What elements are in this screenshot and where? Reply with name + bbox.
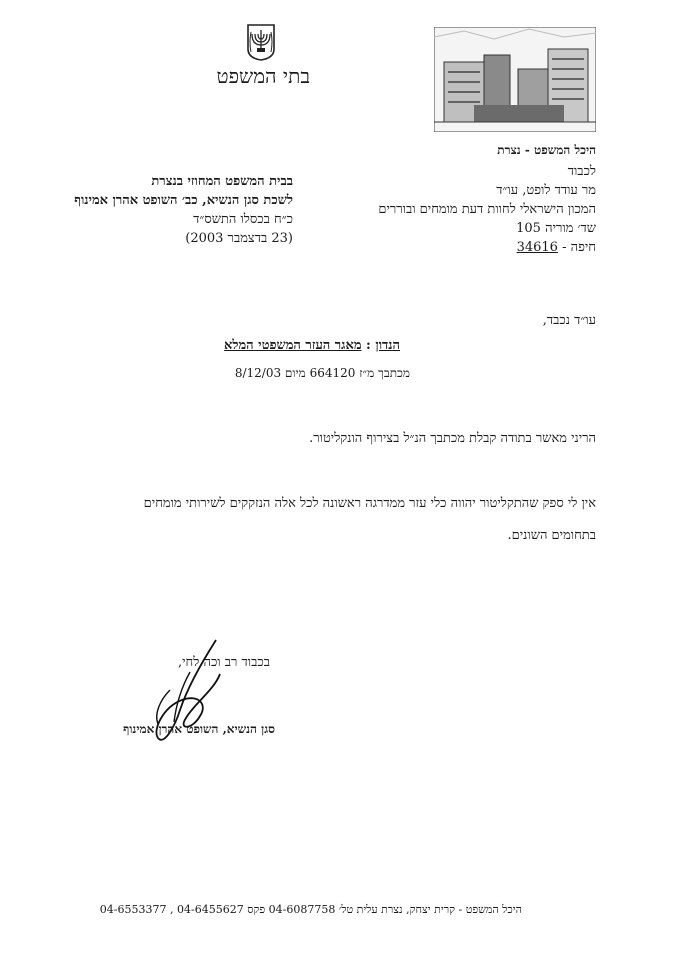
recipient-block: [330, 162, 596, 257]
hebrew-date: כ״ח בכסלו התשס״ד: [193, 212, 293, 227]
sender-block: [28, 172, 293, 248]
closing-regards: בכבוד רב וכה לחי,: [178, 655, 270, 670]
courts-title: בתי המשפט: [216, 64, 310, 88]
subject-line: [150, 337, 400, 353]
building-caption: היכל המשפט - נצרת: [497, 143, 596, 157]
subject-label: הנדון: [375, 338, 400, 353]
paragraph-2: [70, 488, 596, 552]
subject-value: מאגר העזר המשפטי המלא: [224, 338, 362, 353]
recipient-city: [330, 238, 596, 257]
sender-office: לשכת סגן הנשיא, כב׳ השופט אהרן אמינוף: [74, 193, 293, 208]
paragraph-1: הריני מאשר בתודה קבלת מכתבך הנ״ל בצירוף הונקליטור.: [309, 431, 596, 446]
sender-court: בבית המשפט המחוזי בנצרת: [151, 174, 293, 189]
footer-address: היכל המשפט - קרית יצחק, נצרת עלית טל׳ 04-6087758 פקס 04-6455627 , 04-6553377: [99, 903, 522, 916]
state-emblem: [245, 22, 277, 62]
courthouse-photo: [434, 27, 596, 132]
paragraph-2-line-1: אין לי ספק שהתקליטור יהווה כלי עזר ממדרגה ראשונה לכל אלה הנזקקים לשירותי מומחים: [143, 496, 596, 511]
subject-separator: :: [361, 338, 376, 353]
paragraph-2-line-2: בתחומים השונים.: [507, 528, 596, 543]
signer-name: סגן הנשיא, השופט אהרן אמינוף: [123, 722, 275, 736]
recipient-street: שד׳ מוריה 105: [516, 221, 596, 236]
reference-line: מכתבך מ״ז 664120 מיום 8/12/03: [234, 366, 410, 380]
salutation-to: לכבוד: [567, 164, 596, 179]
city-zip: 34616: [516, 240, 558, 255]
recipient-institute: המכון הישראלי לחוות דעת מומחים ובוררים: [378, 202, 596, 217]
recipient-name: מר עודד לופט, עו״ד: [496, 183, 596, 198]
greeting: עו״ד נכבד,: [542, 313, 596, 328]
city-label: חיפה -: [557, 240, 596, 255]
gregorian-date: (23 בדצמבר 2003): [185, 231, 293, 246]
